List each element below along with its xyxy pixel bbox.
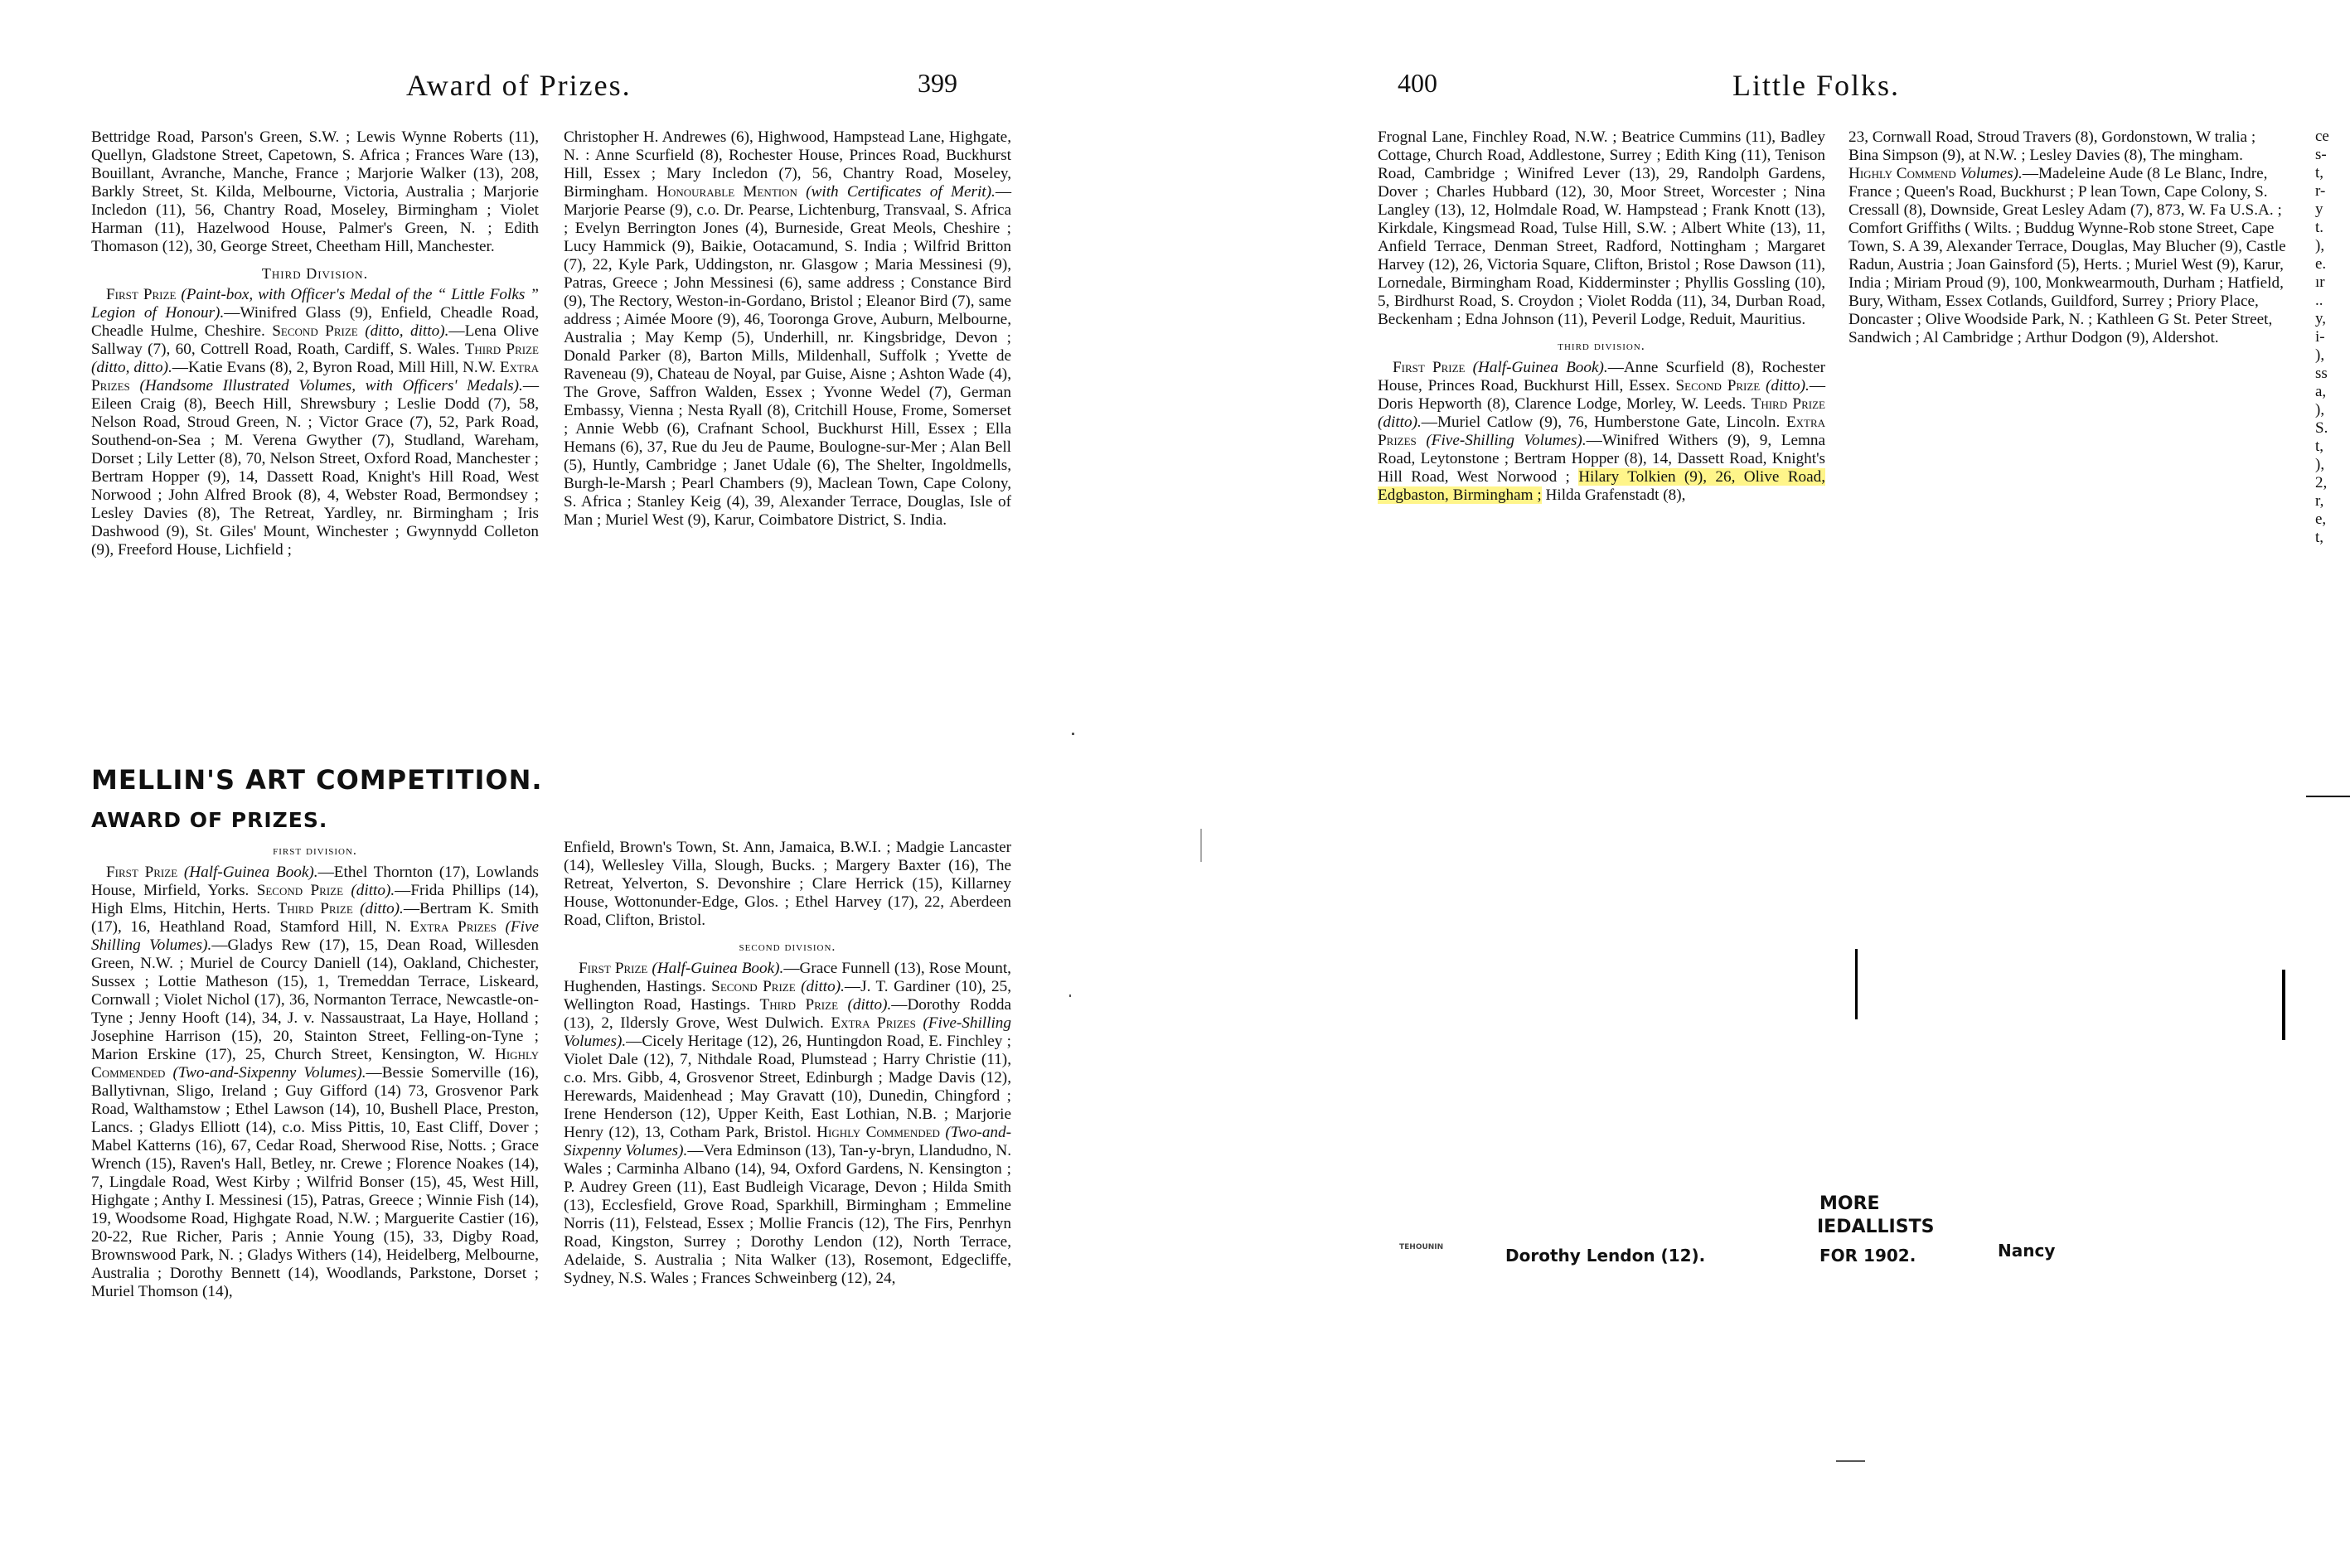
winners: —Frida Phillips (14), High Elms, Hitchin, Herts.	[91, 882, 539, 917]
prize-label: Honourable Mention	[657, 183, 797, 201]
division-heading: Third Division.	[261, 265, 369, 282]
left-bottom-column-2	[564, 839, 1011, 1288]
prize-label: Extra Prizes	[91, 359, 539, 394]
winners: —Cicely Heritage (12), 26, Huntingdon Road, E. Finchley ; Violet Dale (12), 7, Nithdale Road, Plumstead ; Harry Christie (11), c.o. Mrs. Gibb, 4, Grosvenor Street, Edinburgh ; Madge Davis (12), Herewards, Maidenhead ; May Gravatt (10), Dunedin, Chingford ; Irene Henderson (12), Upper Keith, East Lothian, N.B. ; Marjorie Henry (12), 13, Cotham Park, Bristol.	[564, 1033, 1011, 1141]
edge-fragment: e.	[2315, 255, 2327, 273]
edge-fragment: y,	[2315, 310, 2327, 327]
winners: —Vera Edminson (13), Tan-y-bryn, Llandudno, N. Wales ; Carminha Albano (14), 94, Oxford Gardens, N. Kensington ; P. Audrey Green (11), East Budleigh Vicarage, Devon ; Hilda Smith (13), Ecclesfield, Grove Road, Sparkhill, Birmingham ; Emmeline Norris (11), Felstead, Essex ; Mollie Francis (12), The Firs, Penrhyn Road, Kingston, Surrey ; Dorothy Lendon (12), North Terrace, Adelaide, S. Australia ; Nita Walker (13), Rosemont, Edgecliffe, Sydney, N.S. Wales ; Frances Schweinberg (12), 24,	[564, 1142, 1011, 1287]
left-top-column-1	[91, 128, 539, 559]
winners: —J. T. Gardiner (10), 25, Wellington Road, Hastings.	[564, 978, 1011, 1014]
division-heading: third division.	[1558, 339, 1645, 353]
edge-fragment: ..	[2315, 292, 2323, 309]
prize-label: Third Prize	[277, 900, 353, 917]
edge-fragment: ır	[2315, 273, 2325, 291]
section-subtitle: AWARD OF PRIZES.	[91, 808, 328, 832]
winners: —Madeleine Aude (8 Le Blanc, Indre, France ; Queen's Road, Buckhurst ; P lean Town, Cape Colony, S. Cressall (8), Downside, Great Lesley Adam (7), 873, W. Fa U.S.A. ; Comfort Griffiths ( Wilts. ; Buddug Wynne-Rob stone Street, Cape Town, S. A 39, Alexander Terrace, Douglas, May Blucher (9), Castle Radun, Austria ; Joan Gainsford (5), Herts. ; Muriel West (9), Karur, India ; Miriam Proud (9), 100, Monkwearmouth, Durham ; Hatfield, Bury, Witham, Essex Cotlands, Guildford, Surrey ; Priory Place, Doncaster ; Olive Woodside Park, N. ; Kathleen G St. Peter Street, Sandwich ; Al Cambridge ; Arthur Dodgon (9), Aldershot.	[1849, 165, 2286, 346]
advert-name-right: Nancy	[1998, 1241, 2056, 1261]
scan-speck	[1836, 1460, 1865, 1462]
advert-line-year: FOR 1902.	[1819, 1246, 1916, 1266]
paragraph	[1378, 359, 1825, 505]
advert-name-left: Dorothy Lendon (12).	[1505, 1246, 1706, 1266]
prize-label: First Prize	[1393, 359, 1466, 376]
paragraph: Enfield, Brown's Town, St. Ann, Jamaica, B.W.I. ; Madgie Lancaster (14), Wellesley Villa, Slough, Bucks. ; Margery Baxter (16), The Retreat, Yelverton, S. Devonshire ; Clare Herrick (15), Killarney House, Wottonunder-Edge, Glos. ; Ethel Harvey (17), 22, Aberdeen Road, Clifton, Bristol.	[564, 839, 1011, 929]
prize-description: (Half-Guinea Book).	[1465, 359, 1608, 376]
page-number-400: 400	[1398, 68, 1437, 98]
prize-description: (Half-Guinea Book).	[647, 960, 784, 977]
winners: —Grace Funnell (13), Rose Mount, Hughenden, Hastings.	[564, 960, 1011, 995]
prize-description: (Half-Guinea Book).	[177, 864, 318, 881]
left-bottom-column-1	[91, 839, 539, 1301]
prize-label: First Prize	[579, 960, 648, 977]
winners: —Eileen Craig (8), Beech Hill, Shrewsbury ; Leslie Dodd (7), 58, Nelson Road, Stroud Green, N. ; Victor Grace (7), 52, Park Road, Southend-on-Sea ; M. Verena Gwyther (7), Studland, Wareham, Dorset ; Lily Letter (8), 70, Nelson Street, Oxford Road, Manchester ; Bertram Hopper (9), 14, Dassett Road, Knight's Hill Road, West Norwood ; John Alfred Brook (8), 4, Webster Road, Bermondsey ; Lesley Davies (8), The Retreat, Yardley, nr. Birmingham ; Iris Dashwood (9), St. Giles' Mount, Winchester ; Gwynnydd Colleton (9), Freeford House, Lichfield ;	[91, 377, 539, 559]
prize-description: (Two-and-Sixpenny Volumes).	[165, 1064, 366, 1082]
edge-fragment: ),	[2315, 346, 2325, 364]
scan-mark	[2306, 796, 2350, 797]
paragraph	[91, 286, 539, 559]
edge-fragment: t,	[2315, 164, 2324, 181]
prize-label: Second Prize	[711, 978, 796, 995]
prize-label: Third Prize	[464, 341, 539, 358]
highlighted-entry[interactable]: Hilary Tolkien (9), 26, Olive Road, Edgbaston, Birmingham ;	[1378, 468, 1825, 504]
prize-description: Volumes).	[1955, 165, 2023, 182]
prize-description: (Five-Shilling Volumes).	[564, 1014, 1011, 1050]
prize-description: (Five-Shilling Volumes).	[1416, 432, 1587, 449]
prize-description: (ditto).	[1378, 414, 1422, 431]
scan-mark	[2282, 970, 2285, 1040]
edge-fragment: t,	[2315, 438, 2324, 455]
scan-speck	[1200, 829, 1202, 862]
paragraph: Bettridge Road, Parson's Green, S.W. ; Lewis Wynne Roberts (11), Quellyn, Gladstone Street, Capetown, S. Africa ; Frances Ware (13), Bouillant, Avranche, Manche, France ; Marjorie Walker (13), 208, Barkly Street, St. Kilda, Melbourne, Victoria, Australia ; Marjorie Incledon (11), 56, Chantry Road, Moseley, Birmingham ; Violet Harman (11), Hazelwood House, Palmer's Green, N. ; Edith Thomason (12), 30, George Street, Cheetham Hill, Manchester.	[91, 128, 539, 255]
edge-fragment: 2,	[2315, 474, 2328, 491]
edge-fragment: ce	[2315, 128, 2329, 145]
paragraph	[1849, 128, 2288, 347]
winners: Hilda Grafenstadt (8),	[1541, 486, 1686, 504]
winners: —Dorothy Rodda (13), 2, Ildersly Grove, West Dulwich.	[564, 996, 1011, 1032]
winners: —Winifred Glass (9), Enfield, Cheadle Road, Cheadle Hulme, Cheshire.	[91, 304, 540, 340]
winners: —Muriel Catlow (9), 76, Humberstone Gate, Lincoln.	[1421, 414, 1786, 431]
prize-description: (ditto).	[352, 900, 404, 917]
winners: —Anne Scurfield (8), Rochester House, Princes Road, Buckhurst Hill, Essex.	[1378, 359, 1825, 394]
paragraph	[564, 960, 1011, 1288]
winners: —Lena Olive Sallway (7), 60, Cottrell Road, Roath, Cardiff, S. Wales.	[91, 322, 540, 358]
edge-fragment: r,	[2315, 492, 2324, 510]
winners: —Ethel Thornton (17), Lowlands House, Mirfield, Yorks.	[91, 864, 539, 899]
winners: —Marjorie Pearse (9), c.o. Dr. Pearse, Lichtenburg, Transvaal, S. Africa ; Evelyn Berrington Jones (4), Burneside, Great Meols, Cheshire ; Lucy Hammick (9), Baikie, Ootacamund, S. India ; Wilfrid Britton (7), 22, Kyle Park, Uddingston, nr. Glasgow ; Maria Messinesi (9), Patras, Greece ; John Messinesi (6), same address ; Constance Bird (9), The Rectory, Weston-in-Gordano, Bristol ; Eleanor Bird (7), same address ; Aimée Moore (9), 46, Tooronga Grove, Auburn, Melbourne, Australia ; May Kemp (5), Underhill, nr. Kingsbridge, Devon ; Donald Parker (8), Barton Mills, Mildenhall, Suffolk ; Yvette de Raveneau (9), Chateau de Noyal, par Guise, Aisne ; Ashton Wade (4), The Grove, Saffron Walden, Essex ; Yvonne Wedel (7), German Embassy, Vienna ; Nesta Ryall (8), Critchill House, Frome, Somerset ; Annie Webb (6), Crafnant School, Buckhurst Hill, Essex ; Ella Hemans (6), 37, Rue du Jeu de Paume, Boulogne-sur-Mer ; Alan Bell (5), Huntly, Cambridge ; Janet Udale (6), The Shelter, Ingoldmells, Burgh-le-Marsh ; Pearl Chambers (9), Maclean Town, Cape Colony, S. Africa ; Stanley Keig (4), 39, Alexander Terrace, Douglas, Isle of Man ; Muriel West (9), Karur, Coimbatore District, S. India.	[564, 183, 1011, 529]
advert-small-label: TEHOUNIN	[1399, 1243, 1444, 1251]
paragraph	[564, 128, 1011, 530]
edge-fragment: s-	[2315, 146, 2327, 163]
winners: —Katie Evans (8), 2, Byron Road, Mill Hill, N.W.	[172, 359, 500, 376]
prize-label: Second Prize	[1675, 377, 1761, 394]
winners: —Doris Hepworth (8), Clarence Lodge, Morley, W. Leeds.	[1378, 377, 1825, 413]
paragraph	[91, 864, 539, 1301]
prize-description: (Paint-box, with Officer's Medal of the “ Little Folks ” Legion of Honour).	[91, 286, 539, 322]
winners: 23, Cornwall Road, Stroud Travers (8), Gordonstown, W tralia ; Bina Simpson (9), at N.W. ; Lesley Davies (8), The mingham.	[1849, 128, 2256, 164]
prize-label: First Prize	[106, 864, 178, 881]
edge-fragment: ),	[2315, 456, 2325, 473]
cut-off-column-fragments	[2315, 128, 2340, 547]
winners: —Winifred Withers (9), 9, Lemna Road, Leytonstone ; Bertram Hopper (8), 14, Dassett Road, Knight's Hill Road, West Norwood ;	[1378, 432, 1825, 486]
edge-fragment: t,	[2315, 529, 2324, 546]
division-heading: first division.	[273, 844, 357, 858]
prize-label: Third Prize	[759, 996, 839, 1014]
right-page	[1078, 0, 2350, 1568]
edge-fragment: S.	[2315, 419, 2328, 437]
prize-label: Highly Commend	[1849, 165, 1956, 182]
edge-fragment: i-	[2315, 328, 2325, 346]
scan-mark	[1855, 949, 1858, 1019]
prize-label: Third Prize	[1751, 395, 1825, 413]
edge-fragment: ss	[2315, 365, 2328, 382]
advert-line-more: MORE	[1819, 1193, 1880, 1214]
prize-label: First Prize	[106, 286, 177, 303]
section-title: MELLIN'S ART COMPETITION.	[91, 764, 543, 796]
prize-description: (ditto).	[343, 882, 395, 899]
division-heading: second division.	[739, 940, 836, 954]
prize-label: Extra Prizes	[831, 1014, 916, 1032]
right-column-1	[1378, 128, 1825, 505]
prize-label: Second Prize	[256, 882, 344, 899]
prize-description: (Two-and-Sixpenny Volumes).	[564, 1124, 1011, 1159]
winners: —Bertram K. Smith (17), 16, Heathland Road, Stamford Hill, N.	[91, 900, 539, 936]
page-number-399: 399	[918, 68, 957, 98]
prize-label: Second Prize	[272, 322, 358, 340]
winners: —Bessie Somerville (16), Ballytivnan, Sligo, Ireland ; Guy Gifford (14) 73, Grosvenor Park Road, Walthamstow ; Ethel Lawson (14), 10, Bushell Place, Preston, Lancs. ; Gladys Elliott (14), c.o. Miss Pittis, 10, East Cliff, Dover ; Mabel Katterns (16), 67, Cedar Road, Sherwood Rise, Notts. ; Grace Wrench (15), Raven's Hall, Betley, nr. Crewe ; Florence Noakes (14), 7, Lingdale Road, West Kirby ; Wilfrid Bonser (15), 45, West Hill, Highgate ; Anthy I. Messinesi (15), Patras, Greece ; Winnie Fish (14), 19, Woodsome Road, Highgate Road, N.W. ; Marguerite Castier (16), 20-22, Rue Richer, Paris ; Annie Young (15), 33, Digby Road, Brownswood Park, N. ; Gladys Withers (14), Heidelberg, Melbourne, Australia ; Dorothy Bennett (14), Woodlands, Parkstone, Dorset ; Muriel Thomson (14),	[91, 1064, 539, 1300]
winners: —Gladys Rew (17), 15, Dean Road, Willesden Green, N.W. ; Muriel de Courcy Daniell (14), Oakland, Chichester, Sussex ; Lottie Matheson (15), 1, Tremeddan Terrace, Liskeard, Cornwall ; Violet Nichol (17), 36, Normanton Terrace, Newcastle-on-Tyne ; Jenny Hooft (14), 34, J. v. Nassaustraat, La Haye, Holland ; Josephine Harrison (15), 20, Stainton Street, Felling-on-Tyne ; Marion Erskine (17), 25, Church Street, Kensington, W.	[91, 936, 540, 1063]
prize-label: Highly Commended	[91, 1046, 539, 1082]
prize-description: (ditto, ditto).	[91, 359, 172, 376]
edge-fragment: r-	[2315, 182, 2326, 200]
paragraph: Frognal Lane, Finchley Road, N.W. ; Beatrice Cummins (11), Badley Cottage, Church Road, Addlestone, Surrey ; Edith King (11), Tenison Road, Cambridge ; Winifred Lever (13), 29, Randolph Gardens, Dover ; Charles Hubbard (12), 30, Moor Street, Worcester ; Nina Langley (13), 12, Holmdale Road, W. Hampstead ; Frank Knott (13), Kirkdale, Kingsmead Road, Tulse Hill, S.W. ; Albert White (13), 11, Anfield Terrace, Denman Street, Radford, Nottingham ; Margaret Harvey (12), 26, Victoria Square, Clifton, Bristol ; Rose Dawson (11), Lornedale, Birmingham Road, Kidderminster ; Phyllis Gossling (10), 5, Birdhurst Road, S. Croydon ; Violet Rodda (11), 34, Durban Road, Beckenham ; Edna Johnson (11), Peveril Lodge, Reduit, Mauritius.	[1378, 128, 1825, 328]
right-column-2	[1849, 128, 2288, 347]
prize-label: Extra Prizes	[1378, 414, 1825, 449]
scan-speck	[1069, 995, 1071, 997]
edge-fragment: t.	[2315, 219, 2324, 236]
page-header-award-of-prizes: Award of Prizes.	[406, 69, 632, 102]
prize-label: Extra Prizes	[409, 918, 497, 936]
edge-fragment: e,	[2315, 511, 2327, 528]
edge-fragment: ),	[2315, 237, 2325, 254]
prize-label: Highly Commended	[816, 1124, 940, 1141]
prize-description: (ditto).	[795, 978, 845, 995]
prize-description: (Five Shilling Volumes).	[91, 918, 539, 954]
edge-fragment: ),	[2315, 401, 2325, 419]
page-header-little-folks: Little Folks.	[1732, 69, 1901, 102]
left-page	[0, 0, 1078, 1568]
edge-fragment: a,	[2315, 383, 2327, 400]
prize-description: (ditto, ditto).	[357, 322, 449, 340]
prize-description: (ditto).	[838, 996, 892, 1014]
advert-line-medallists: IEDALLISTS	[1817, 1217, 1935, 1237]
edge-fragment: y	[2315, 201, 2323, 218]
prize-description: (ditto).	[1760, 377, 1810, 394]
prize-description: (Handsome Illustrated Volumes, with Officers' Medals).	[129, 377, 523, 394]
scan-speck	[1072, 733, 1074, 735]
winners: Christopher H. Andrewes (6), Highwood, Hampstead Lane, Highgate, N. : Anne Scurfield (8), Rochester House, Princes Road, Buckhurst Hill, Essex ; Mary Incledon (7), 56, Chantry Road, Moseley, Birmingham.	[564, 128, 1011, 201]
left-top-column-2	[564, 128, 1011, 530]
prize-description: (with Certificates of Merit).	[797, 183, 996, 201]
